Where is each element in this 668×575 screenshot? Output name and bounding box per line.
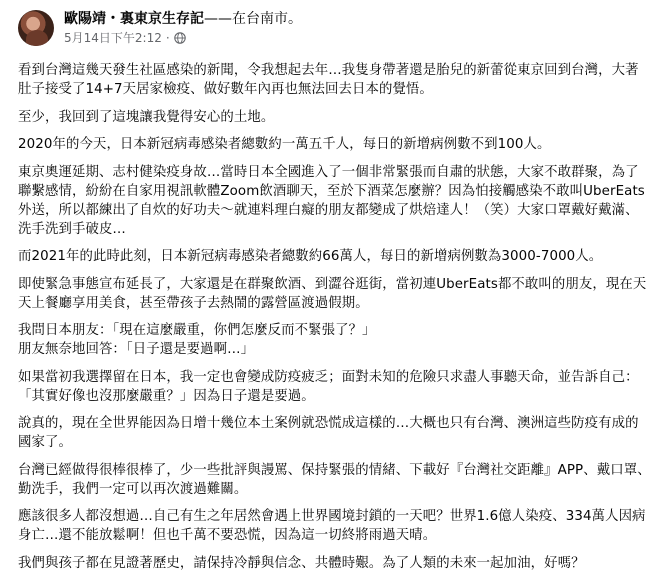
post-paragraph: 東京奧運延期、志村健染疫身故…當時日本全國進入了一個非常緊張而自肅的狀態，大家不敢群聚，為了聯繫感情，紛紛在自家用視訊軟體Zoom飲酒聊天，至於下酒菜怎麼辦？因為怕接觸感染不敢叫UberEats外送，所以都練出了自炊的好功夫～就連料理白癡的朋友都變成了烘焙達人！（笑）大家口罩戴好戴滿、洗手洗到手破皮… [18,164,645,237]
post-header [18,6,652,56]
post-paragraph: 說真的，現在全世界能因為日增十幾位本土案例就恐慌成這樣的…大概也只有台灣、澳洲這些防疫有成的國家了。 [18,416,639,450]
post-paragraph: 而2021年的此時此刻，日本新冠病毒感染者總數約66萬人，每日的新增病例數為3000-7000人。 [18,249,603,264]
check-in-location[interactable]: ——在台南市。 [204,11,302,27]
post-paragraph: 我們與孩子都在見證著歷史，請保持冷靜與信念、共體時艱。為了人類的未來一起加油，好嗎？ [18,555,585,571]
globe-icon[interactable] [174,32,186,44]
post-paragraph: 台灣已經做得很棒很棒了，少一些批評與謾罵、保持緊張的情緒、下載好『台灣社交距離』APP、戴口罩、勤洗手，我們一定可以再次渡過難關。 [18,462,651,497]
post-meta [64,30,302,46]
post-timestamp[interactable]: 5月14日下午2:12 [64,31,162,45]
post-paragraph: 即使緊急事態宣布延長了，大家還是在群聚飲酒、到澀谷逛街，當初連UberEats都不敢叫的朋友，現在天天上餐廳享用美食，甚至帶孩子去熱鬧的露營區渡過假期。 [18,276,647,311]
post-paragraph: 如果當初我選擇留在日本，我一定也會變成防疫疲乏；面對未知的危險只求盡人事聽天命，並告訴自己：「其實好像也沒那麼嚴重？」因為日子還是要過。 [18,369,639,404]
post-paragraph: 2020年的今天，日本新冠病毒感染者總數約一萬五千人，每日的新增病例數不到100人。 [18,137,551,152]
post-paragraph: 至少，我回到了這塊讓我覺得安心的土地。 [18,109,275,125]
post-paragraph: 我問日本朋友：「現在這麼嚴重，你們怎麼反而不緊張了？」 朋友無奈地回答：「日子還是要過啊…」 [18,323,376,357]
meta-separator: · [165,31,170,45]
post-header-text [64,6,302,46]
post-body [18,61,652,573]
author-name[interactable]: 歐陽靖・裏東京生存記 [64,11,204,27]
author-avatar[interactable] [18,10,54,46]
post-paragraph: 應該很多人都沒想過…自己有生之年居然會遇上世界國境封鎖的一天吧？世界1.6億人染疫、334萬人因病身亡…還不能放鬆啊！但也千萬不要恐慌，因為這一切終將雨過天晴。 [18,509,646,543]
author-line [64,10,302,28]
post-paragraph: 看到台灣這幾天發生社區感染的新聞，令我想起去年…我隻身帶著還是胎兒的新蕾從東京回到台灣，大著肚子接受了14+7天居家檢疫、做好數年內再也無法回去日本的覺悟。 [18,63,639,97]
